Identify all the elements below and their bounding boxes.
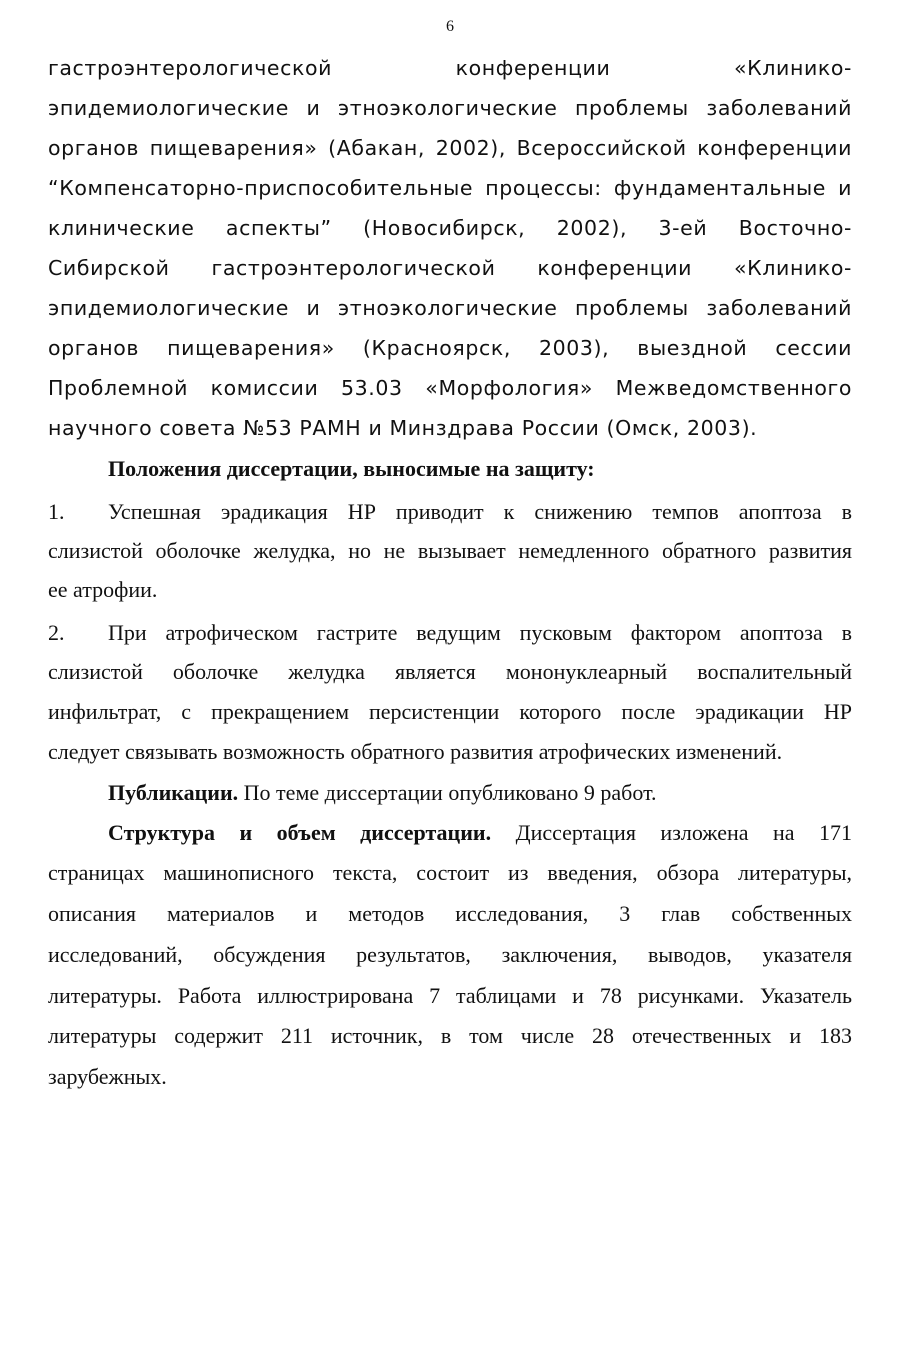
text-line: зарубежных. [48, 1064, 167, 1089]
list-item-line: ее атрофии. [48, 577, 158, 602]
theses-heading: Положения диссертации, выносимые на защиту: [108, 456, 595, 481]
publications-paragraph [108, 780, 852, 806]
list-number: 2. [48, 620, 65, 645]
text-line: гастроэнтерологической конференции «Клинико- [48, 56, 852, 80]
list-number: 1. [48, 499, 65, 524]
text-line: страницах машинописного текста, состоит из введения, обзора литературы, [48, 860, 852, 885]
list-item-line: слизистой оболочке желудка, но не вызывает немедленного обратного развития [48, 538, 852, 563]
text-line: Сибирской гастроэнтерологической конференции «Клинико- [48, 256, 852, 280]
structure-first-line [108, 820, 852, 846]
list-item-line: инфильтрат, с прекращением персистенции которого после эрадикации НР [48, 699, 852, 724]
text-line: исследований, обсуждения результатов, заключения, выводов, указателя [48, 942, 852, 967]
structure-text: Диссертация изложена на 171 [515, 820, 853, 845]
list-item-line: следует связывать возможность обратного развития атрофических изменений. [48, 739, 783, 764]
text-line: клинические аспекты” (Новосибирск, 2002), 3-ей Восточно- [48, 216, 852, 240]
publications-text: По теме диссертации опубликовано 9 работ. [243, 780, 657, 805]
text-line: литературы содержит 211 источник, в том числе 28 отечественных и 183 [48, 1023, 852, 1048]
text-line: научного совета №53 РАМН и Минздрава России (Омск, 2003). [48, 416, 758, 440]
text-line: органов пищеварения» (Абакан, 2002), Всероссийской конференции [48, 136, 852, 160]
text-line: эпидемиологические и этноэкологические проблемы заболеваний [48, 296, 852, 320]
list-item-line: слизистой оболочке желудка является мононуклеарный воспалительный [48, 659, 852, 684]
text-line: Проблемной комиссии 53.03 «Морфология» Межведомственного [48, 376, 852, 400]
list-item-line: Успешная эрадикация НР приводит к снижению темпов апоптоза в [108, 499, 852, 524]
publications-heading: Публикации. [108, 780, 239, 805]
text-line: эпидемиологические и этноэкологические проблемы заболеваний [48, 96, 852, 120]
list-item-line: При атрофическом гастрите ведущим пусковым фактором апоптоза в [108, 620, 852, 645]
text-line: “Компенсаторно-приспособительные процессы: фундаментальные и [48, 176, 852, 200]
text-line: органов пищеварения» (Красноярск, 2003), выездной сессии [48, 336, 852, 360]
text-line: литературы. Работа иллюстрирована 7 таблицами и 78 рисунками. Указатель [48, 983, 852, 1008]
page-number: 6 [446, 18, 454, 35]
structure-heading: Структура и объем диссертации. [108, 820, 492, 845]
text-line: описания материалов и методов исследования, 3 глав собственных [48, 901, 852, 926]
